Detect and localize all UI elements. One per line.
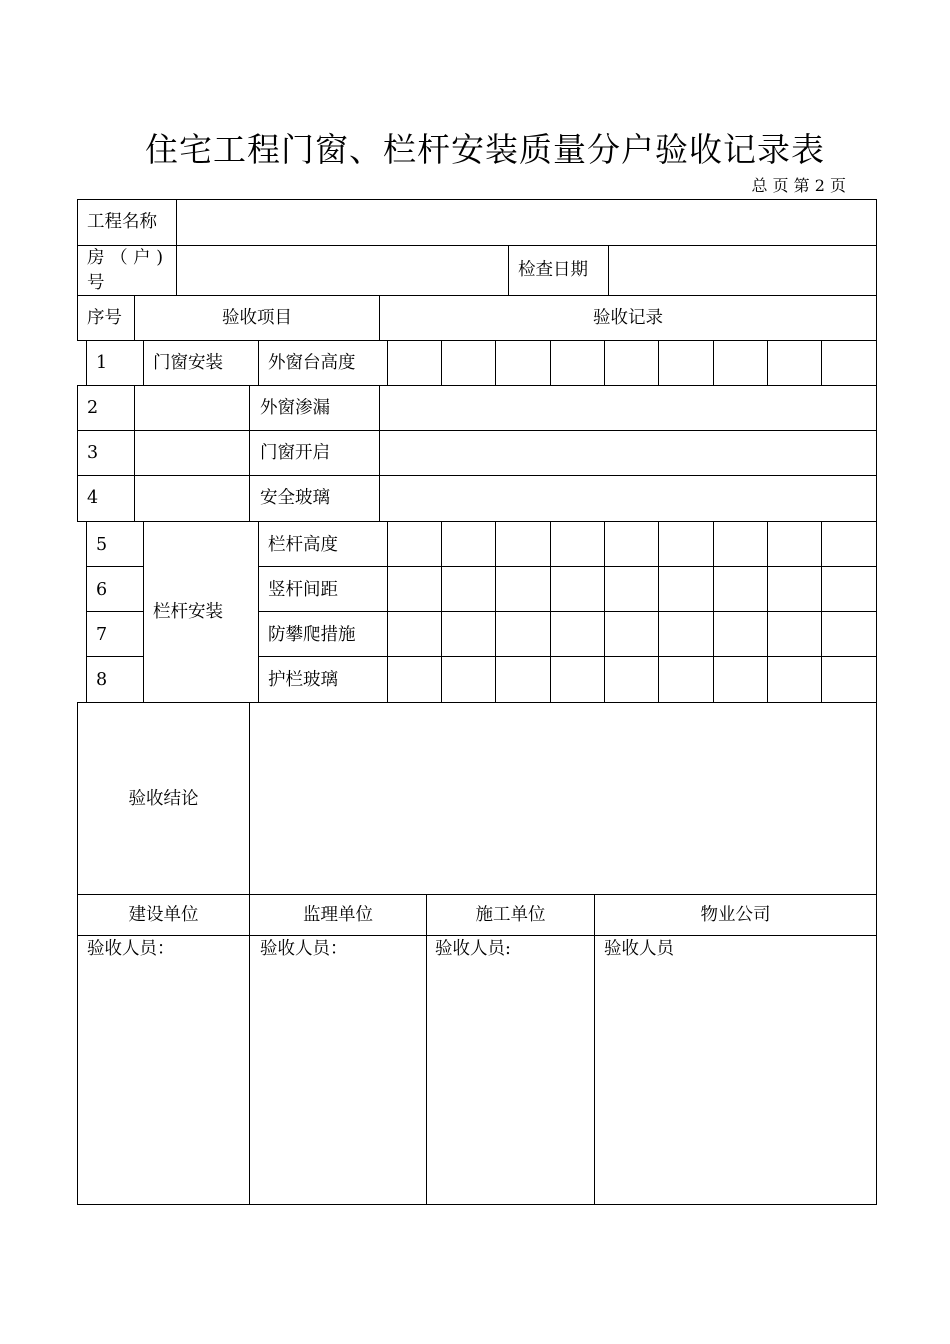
row-number: 7 (96, 625, 108, 645)
divider (441, 521, 442, 703)
divider (495, 521, 496, 703)
inspection-date-label: 检查日期 (518, 260, 588, 280)
divider (258, 340, 259, 386)
signature-body-row (77, 935, 877, 1205)
divider (258, 611, 877, 612)
signature-person-label: 验收人员： (87, 939, 175, 959)
divider (441, 340, 442, 386)
divider (713, 340, 714, 386)
row-item: 外窗台高度 (268, 353, 356, 373)
divider (713, 521, 714, 703)
divider (550, 340, 551, 386)
page-number: 总 页 第 2 页 (751, 176, 846, 195)
divider (143, 521, 144, 703)
divider (86, 611, 143, 612)
row-number: 2 (87, 398, 99, 418)
row-number: 5 (96, 535, 108, 555)
divider (387, 340, 388, 386)
table-row (77, 430, 877, 476)
project-name-field[interactable] (177, 200, 876, 245)
signature-unit-property: 物业公司 (700, 905, 771, 925)
table-row (77, 475, 877, 522)
item-header: 验收项目 (222, 308, 292, 328)
divider (86, 566, 143, 567)
conclusion-field[interactable] (250, 703, 876, 894)
row-number: 4 (87, 488, 99, 508)
record-header: 验收记录 (593, 308, 663, 328)
row-number: 8 (96, 670, 108, 690)
group-railing: 栏杆安装 (153, 602, 223, 622)
conclusion-label: 验收结论 (128, 789, 199, 809)
row-number: 6 (96, 580, 108, 600)
divider (249, 894, 250, 1205)
row-item: 外窗渗漏 (260, 398, 330, 418)
divider (143, 340, 144, 386)
row-item: 门窗开启 (260, 443, 330, 463)
signature-person-label: 验收人员: (435, 939, 511, 959)
divider (658, 340, 659, 386)
divider (821, 340, 822, 386)
document-title: 住宅工程门窗、栏杆安装质量分户验收记录表 (145, 130, 825, 169)
group-door-window: 门窗安装 (153, 353, 223, 373)
divider (387, 521, 388, 703)
unit-field[interactable] (177, 246, 507, 295)
divider (495, 340, 496, 386)
divider (249, 385, 250, 522)
unit-label: 房 （ 户 ) (87, 248, 164, 268)
divider (134, 385, 135, 522)
signature-person-label: 验收人员： (260, 939, 348, 959)
row-number: 3 (87, 443, 99, 463)
divider (767, 340, 768, 386)
unit-label-cont: 号 (87, 273, 105, 293)
row-item: 护栏玻璃 (268, 670, 338, 690)
signature-unit-contractor: 施工单位 (475, 905, 546, 925)
table-row (77, 385, 877, 431)
row-item: 防攀爬措施 (268, 625, 356, 645)
divider (594, 894, 595, 1205)
row-item: 安全玻璃 (260, 488, 330, 508)
divider (604, 340, 605, 386)
project-name-label: 工程名称 (87, 212, 157, 232)
divider (258, 656, 877, 657)
divider (379, 385, 380, 522)
divider (658, 521, 659, 703)
row-number: 1 (96, 353, 108, 373)
row-item: 竖杆间距 (268, 580, 338, 600)
divider (258, 521, 259, 703)
signature-unit-construction: 建设单位 (128, 905, 199, 925)
divider (550, 521, 551, 703)
inspection-date-field[interactable] (609, 246, 876, 295)
signature-person-label: 验收人员 (604, 939, 674, 959)
divider (258, 566, 877, 567)
divider (86, 656, 143, 657)
signature-unit-supervision: 监理单位 (303, 905, 373, 925)
divider (426, 894, 427, 1205)
row-item: 栏杆高度 (268, 535, 338, 555)
divider (821, 521, 822, 703)
divider (767, 521, 768, 703)
divider (604, 521, 605, 703)
serial-header: 序号 (87, 308, 122, 328)
divider (508, 245, 509, 296)
